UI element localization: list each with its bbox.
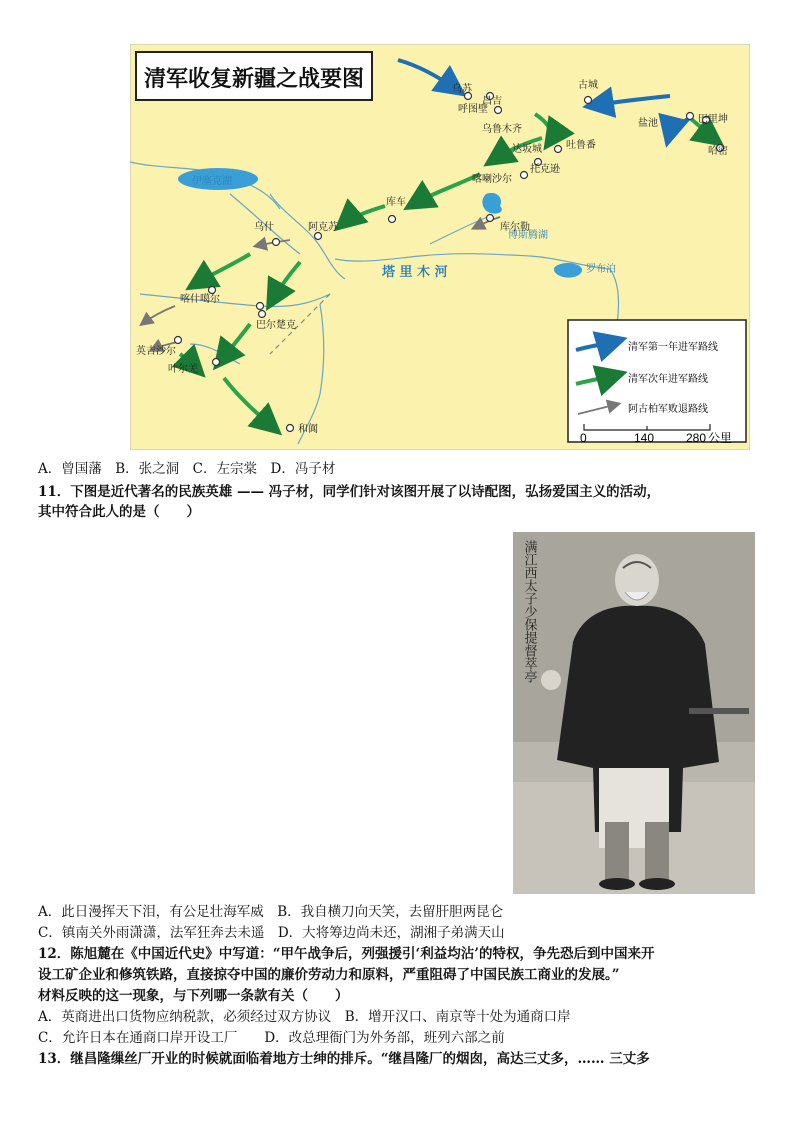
q11-options-2: C．镇南关外雨潇潇，法军狂奔去未遥 D．大将筹边尚未还，湖湘子弟满天山 bbox=[38, 925, 505, 941]
issyk-label: 伊塞克湖 bbox=[192, 176, 232, 187]
scale-unit: 公里 bbox=[708, 431, 733, 445]
q13-stem-1: 13．继昌隆缫丝厂开业的时候就面临着地方士绅的排斥。“继昌隆厂的烟囱，高达三丈多，…… 三丈多 bbox=[38, 1051, 650, 1067]
place-toksun: 托克逊 bbox=[530, 164, 560, 175]
scale-140: 140 bbox=[634, 431, 655, 445]
q11-stem-1: 11．下图是近代著名的民族英雄 —— 冯子材，同学们针对该图开展了以诗配图，弘扬爱国主义的活动， bbox=[38, 484, 661, 500]
place-dabancheng: 达坂城 bbox=[512, 144, 542, 155]
place-hotan: 和阗 bbox=[298, 424, 318, 435]
legend-agubai: 阿古柏军败退路线 bbox=[628, 404, 708, 415]
scale-280: 280 bbox=[686, 431, 707, 445]
lopnur-label: 罗布泊 bbox=[586, 264, 616, 275]
photo-caption: 满江西太子少保提督萃亭 bbox=[521, 540, 537, 683]
xinjiang-war-map bbox=[130, 44, 750, 450]
place-gucheng: 古城 bbox=[578, 80, 598, 91]
place-korla: 库尔勒 bbox=[500, 222, 530, 233]
place-hami: 哈密 bbox=[708, 146, 728, 157]
place-karashahr: 喀喇沙尔 bbox=[472, 174, 512, 185]
place-changji: 昌吉 bbox=[482, 96, 502, 107]
q12-options-2: C．允许日本在通商口岸开设工厂 D．改总理衙门为外务部，班列六部之前 bbox=[38, 1030, 505, 1046]
q12-stem-2: 设工矿企业和修筑铁路，直接掠夺中国的廉价劳动力和原料，严重阻碍了中国民族工商业的发展。” bbox=[38, 967, 620, 983]
place-wusu: 乌苏 bbox=[452, 84, 472, 95]
place-aksu: 阿克苏 bbox=[308, 222, 338, 233]
q12-stem-1: 12．陈旭麓在《中国近代史》中写道：“甲午战争后，列强援引‘利益均沾’的特权，争先恐后到中国来开 bbox=[38, 946, 655, 962]
q12-options-1: A．英商进出口货物应纳税款，必须经过双方协议 B．增开汉口、南京等十处为通商口岸 bbox=[38, 1009, 571, 1025]
place-kuche: 库车 bbox=[386, 197, 406, 208]
bosten-label: 博斯腾湖 bbox=[508, 230, 548, 241]
place-yanchi: 盐池 bbox=[638, 118, 658, 129]
scale-0: 0 bbox=[580, 431, 587, 445]
place-hutubi: 呼图壁 bbox=[458, 104, 488, 115]
place-kashgar: 喀什噶尔 bbox=[180, 294, 220, 305]
place-yarkand: 叶尔羌 bbox=[168, 364, 198, 375]
place-urumqi: 乌鲁木齐 bbox=[482, 124, 522, 135]
q10-options: A．曾国藩 B．张之洞 C．左宗棠 D．冯子材 bbox=[38, 461, 336, 477]
legend-second-year: 清军次年进军路线 bbox=[628, 374, 708, 385]
q12-stem-3: 材料反映的这一现象，与下列哪一条款有关（ ） bbox=[38, 988, 349, 1004]
q11-stem-2: 其中符合此人的是（ ） bbox=[38, 504, 200, 520]
feng-zicai-photo bbox=[513, 532, 755, 894]
place-yengisar: 英吉沙尔 bbox=[136, 346, 176, 357]
place-turpan: 吐鲁番 bbox=[566, 140, 596, 151]
tarim-label: 塔 里 木 河 bbox=[382, 265, 448, 280]
legend-first-year: 清军第一年进军路线 bbox=[628, 342, 718, 353]
place-barkol: 巴里坤 bbox=[698, 114, 728, 125]
place-wushi: 乌什 bbox=[254, 222, 274, 233]
place-maralbexi: 巴尔楚克 bbox=[256, 320, 296, 331]
map-title: 清军收复新疆之战要图 bbox=[144, 66, 365, 92]
q11-options-1: A．此日漫挥天下泪，有公足壮海军威 B．我自横刀向天笑，去留肝胆两昆仑 bbox=[38, 904, 504, 920]
